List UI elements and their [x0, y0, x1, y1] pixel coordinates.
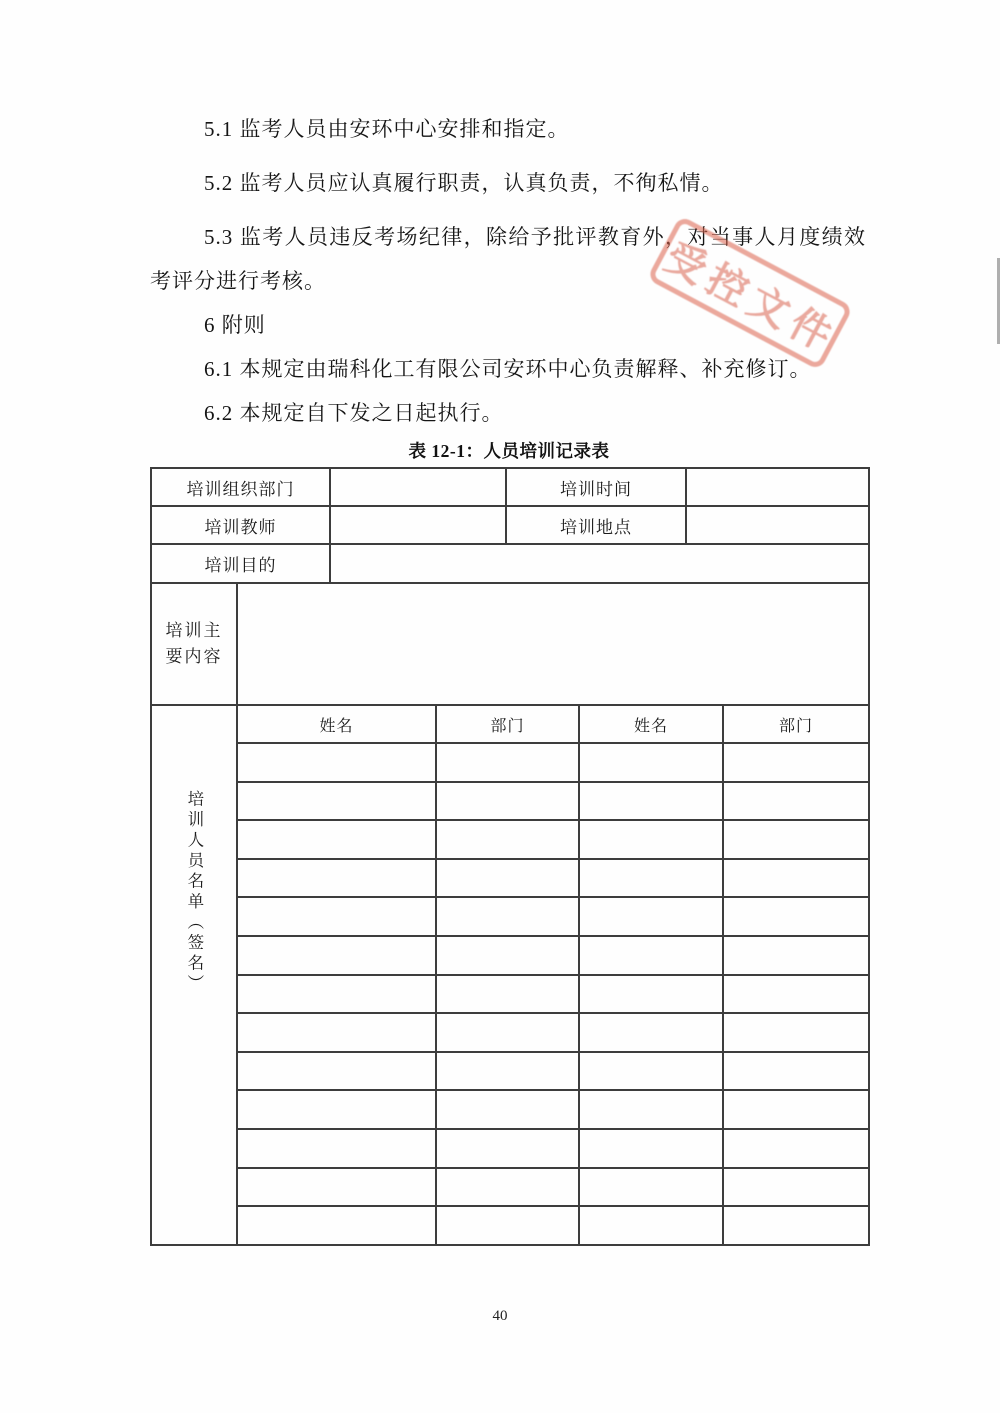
roster-empty-cell: [723, 897, 869, 936]
roster-empty-cell: [436, 1168, 579, 1207]
roster-row: [151, 743, 869, 782]
column-header-dept-2: 部门: [723, 705, 869, 743]
roster-empty-cell: [579, 743, 723, 782]
table-title: 表 12-1：人员培训记录表: [408, 441, 610, 461]
heading-6: 6 附则: [204, 313, 266, 337]
roster-empty-cell: [237, 820, 436, 859]
roster-empty-cell: [436, 1206, 579, 1245]
roster-empty-cell: [723, 1090, 869, 1129]
roster-row: [151, 859, 869, 898]
roster-empty-cell: [723, 1206, 869, 1245]
roster-row: [151, 936, 869, 975]
roster-empty-cell: [237, 1013, 436, 1052]
roster-empty-cell: [579, 1013, 723, 1052]
value-training-org-dept: [330, 468, 506, 506]
roster-row: [151, 1052, 869, 1091]
column-header-dept-1: 部门: [436, 705, 579, 743]
roster-empty-cell: [237, 975, 436, 1014]
roster-empty-cell: [436, 1052, 579, 1091]
roster-empty-cell: [237, 1206, 436, 1245]
paragraph-5-1: 5.1 监考人员由安环中心安排和指定。: [204, 117, 570, 141]
value-training-teacher: [330, 506, 506, 544]
roster-empty-cell: [579, 820, 723, 859]
roster-empty-cell: [579, 936, 723, 975]
roster-empty-cell: [723, 1129, 869, 1168]
roster-empty-cell: [579, 1129, 723, 1168]
trainee-roster-vertical-text: 培训人员名单（签名）: [184, 789, 204, 995]
roster-empty-cell: [237, 1052, 436, 1091]
paragraph-6-1: 6.1 本规定由瑞科化工有限公司安环中心负责解释、补充修订。: [204, 357, 812, 381]
roster-row: [151, 1090, 869, 1129]
roster-empty-cell: [723, 782, 869, 821]
roster-empty-cell: [237, 1090, 436, 1129]
roster-row: [151, 1168, 869, 1207]
roster-row: [151, 782, 869, 821]
roster-empty-cell: [237, 1168, 436, 1207]
table-row: [151, 583, 869, 705]
label-training-purpose: 培训目的: [151, 544, 330, 583]
label-training-main-content: 培训主要内容: [151, 583, 237, 705]
roster-row: [151, 1013, 869, 1052]
paragraph-5-3: 5.3 监考人员违反考场纪律，除给予批评教育外，对当事人月度绩效考评分进行考核。: [150, 225, 866, 293]
roster-empty-cell: [579, 1090, 723, 1129]
label-training-location: 培训地点: [506, 506, 686, 544]
roster-header-row: [151, 705, 869, 743]
value-training-main-content: [237, 583, 869, 705]
roster-empty-cell: [723, 1168, 869, 1207]
roster-empty-cell: [579, 897, 723, 936]
roster-empty-cell: [237, 782, 436, 821]
column-header-name-1: 姓名: [237, 705, 436, 743]
roster-empty-cell: [579, 1052, 723, 1091]
roster-empty-cell: [237, 1129, 436, 1168]
roster-empty-cell: [579, 859, 723, 898]
paragraph-6-2: 6.2 本规定自下发之日起执行。: [204, 401, 504, 425]
roster-empty-cell: [436, 1013, 579, 1052]
table-row: [151, 468, 869, 506]
value-training-time: [686, 468, 869, 506]
roster-empty-cell: [436, 743, 579, 782]
roster-row: [151, 897, 869, 936]
roster-empty-cell: [436, 820, 579, 859]
roster-empty-cell: [723, 936, 869, 975]
roster-empty-cell: [723, 859, 869, 898]
roster-empty-cell: [436, 936, 579, 975]
label-trainee-roster: [151, 705, 237, 1245]
roster-empty-cell: [436, 897, 579, 936]
roster-empty-cell: [436, 1129, 579, 1168]
column-header-name-2: 姓名: [579, 705, 723, 743]
roster-empty-cell: [237, 936, 436, 975]
page-number: 40: [492, 1308, 508, 1324]
value-training-purpose: [330, 544, 869, 583]
roster-empty-cell: [579, 1206, 723, 1245]
roster-empty-cell: [723, 975, 869, 1014]
roster-row: [151, 1206, 869, 1245]
roster-empty-cell: [723, 743, 869, 782]
roster-empty-cell: [723, 1052, 869, 1091]
training-record-table: [150, 467, 870, 1246]
roster-row: [151, 820, 869, 859]
stamp-text: 受控文件: [658, 233, 846, 362]
label-training-teacher: 培训教师: [151, 506, 330, 544]
roster-empty-cell: [436, 782, 579, 821]
roster-empty-cell: [579, 1168, 723, 1207]
roster-empty-cell: [436, 1090, 579, 1129]
roster-empty-cell: [237, 897, 436, 936]
roster-empty-cell: [579, 782, 723, 821]
label-training-time: 培训时间: [506, 468, 686, 506]
roster-empty-cell: [237, 743, 436, 782]
label-training-org-dept: 培训组织部门: [151, 468, 330, 506]
roster-empty-cell: [436, 975, 579, 1014]
value-training-location: [686, 506, 869, 544]
table-row: [151, 506, 869, 544]
roster-empty-cell: [723, 820, 869, 859]
table-row: [151, 544, 869, 583]
roster-empty-cell: [723, 1013, 869, 1052]
roster-empty-cell: [237, 859, 436, 898]
roster-empty-cell: [579, 975, 723, 1014]
roster-row: [151, 1129, 869, 1168]
roster-row: [151, 975, 869, 1014]
paragraph-5-2: 5.2 监考人员应认真履行职责，认真负责，不徇私情。: [204, 171, 724, 195]
roster-empty-cell: [436, 859, 579, 898]
